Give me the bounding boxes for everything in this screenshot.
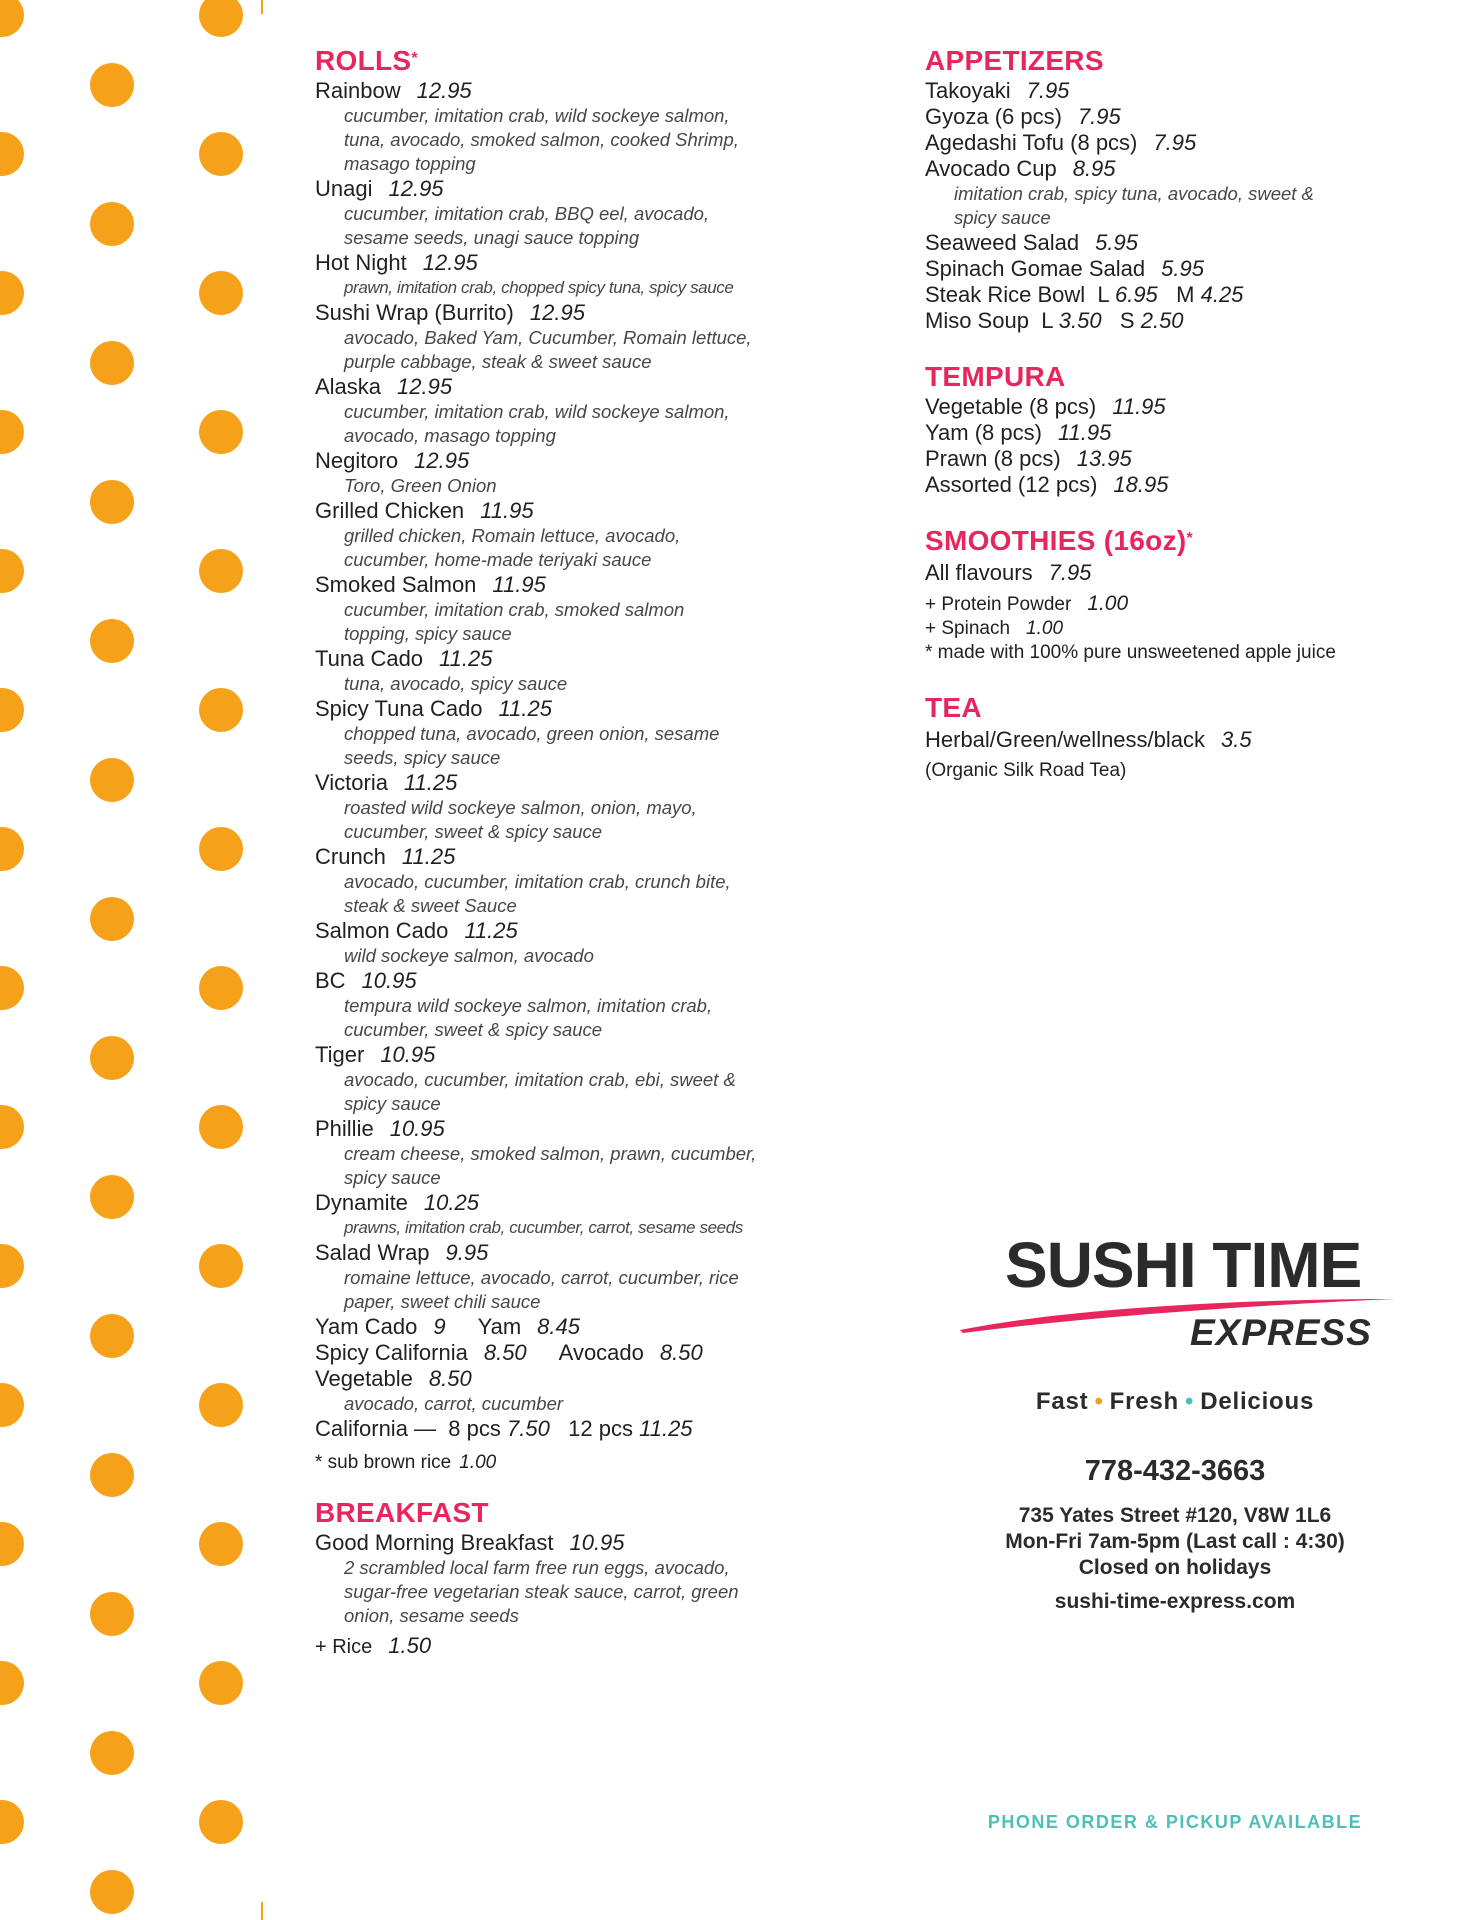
menu-item: Good Morning Breakfast 10.95 2 scrambled local farm free run eggs, avocado, sugar-free vegetarian steak sauce, carrot, green onion, sesame seeds xyxy=(315,1530,739,1626)
item-title xyxy=(315,448,835,474)
menu-item xyxy=(315,176,835,250)
menu-item xyxy=(925,78,1445,104)
menu-item xyxy=(315,374,835,448)
website-link[interactable]: sushi-time-express.com xyxy=(1054,1590,1296,1613)
menu-item: California — 8 pcs 7.50 12 pcs 11.25 xyxy=(315,1416,693,1441)
polka-dot-strip xyxy=(0,0,262,1920)
breakfast-section xyxy=(315,1496,835,1660)
item-description: avocado, Baked Yam, Cucumber, Romain lettuce, xyxy=(344,327,752,348)
item-price: 11.95 xyxy=(480,498,534,523)
phone-number: 778-432-3663 xyxy=(1084,1455,1266,1487)
appetizers-list xyxy=(925,78,1445,282)
dot-icon xyxy=(90,1453,134,1497)
item-name: Gyoza (6 pcs) xyxy=(925,104,1062,129)
menu-item xyxy=(925,420,1445,446)
item-name: Agedashi Tofu (8 pcs) xyxy=(925,130,1138,155)
brand-logo: SUSHI TIME EXPRESS xyxy=(955,1225,1405,1365)
item-name: Rainbow xyxy=(315,78,401,103)
menu-item xyxy=(315,300,835,374)
item-title xyxy=(925,104,1445,130)
item-name: Negitoro xyxy=(315,448,399,473)
item-description: cream cheese, smoked salmon, prawn, cucumber, xyxy=(344,1143,757,1164)
item-description: sesame seeds, unagi sauce topping xyxy=(344,227,640,248)
item-price: 12.95 xyxy=(397,374,453,399)
item-description: prawn, imitation crab, chopped spicy tuna, spicy sauce xyxy=(344,278,734,297)
item-description: grilled chicken, Romain lettuce, avocado, xyxy=(344,525,681,546)
tea-title: TEA xyxy=(925,692,982,723)
item-name: Seaweed Salad xyxy=(925,230,1080,255)
item-title xyxy=(315,1042,835,1068)
item-title xyxy=(925,230,1445,256)
item-name: Assorted (12 pcs) xyxy=(925,472,1098,497)
menu-item xyxy=(315,498,835,572)
dot-icon xyxy=(0,271,24,315)
menu-item: Yam Cado 9 Yam 8.45 xyxy=(315,1314,580,1339)
smoothies-section: SMOOTHIES (16oz)* All flavours 7.95 + Protein Powder 1.00 + Spinach 1.00 * made with 100% pure unsweetened apple juice xyxy=(925,524,1445,665)
item-title xyxy=(315,78,835,104)
menu-item xyxy=(315,918,835,968)
item-name: Phillie xyxy=(315,1116,374,1141)
item-description: Toro, Green Onion xyxy=(344,475,497,496)
dot-icon xyxy=(199,827,243,871)
dot-icon xyxy=(90,619,134,663)
dot-icon xyxy=(0,132,24,176)
item-description: seeds, spicy sauce xyxy=(344,747,501,768)
item-title xyxy=(925,446,1445,472)
dot-icon xyxy=(0,0,24,37)
tea-section: TEA Herbal/Green/wellness/black 3.5 (Organic Silk Road Tea) xyxy=(925,691,1445,783)
menu-item xyxy=(315,1116,835,1190)
dot-icon xyxy=(199,688,243,732)
item-description: roasted wild sockeye salmon, onion, mayo, xyxy=(344,797,697,818)
item-description: wild sockeye salmon, avocado xyxy=(344,945,594,966)
dot-icon xyxy=(90,758,134,802)
item-description: cucumber, sweet & spicy sauce xyxy=(344,1019,603,1040)
item-price: 10.95 xyxy=(389,1116,445,1141)
dot-icon xyxy=(0,1244,24,1288)
item-name: Smoked Salmon xyxy=(315,572,477,597)
item-price: 12.95 xyxy=(414,448,470,473)
item-title xyxy=(315,374,835,400)
item-title xyxy=(925,394,1445,420)
item-title xyxy=(925,420,1445,446)
tagline: Fast • Fresh • Delicious xyxy=(1035,1388,1315,1415)
item-description: tuna, avocado, smoked salmon, cooked Shrimp, xyxy=(344,129,739,150)
menu-item xyxy=(315,1190,835,1240)
item-description: chopped tuna, avocado, green onion, sesame xyxy=(344,723,720,744)
dot-icon xyxy=(199,0,243,37)
item-title xyxy=(315,1240,835,1266)
item-title xyxy=(315,572,835,598)
item-description: cucumber, imitation crab, wild sockeye salmon, xyxy=(344,401,730,422)
menu-item xyxy=(925,256,1445,282)
dot-icon xyxy=(199,1105,243,1149)
item-description: tempura wild sockeye salmon, imitation crab, xyxy=(344,995,713,1016)
item-description: purple cabbage, steak & sweet sauce xyxy=(344,351,652,372)
item-name: Takoyaki xyxy=(925,78,1011,103)
tempura-section xyxy=(925,360,1445,498)
item-name: Hot Night xyxy=(315,250,407,275)
dot-icon xyxy=(90,1870,134,1914)
item-price: 12.95 xyxy=(416,78,472,103)
breakfast-title: BREAKFAST xyxy=(315,1497,489,1528)
item-description: cucumber, home-made teriyaki sauce xyxy=(344,549,652,570)
item-description: spicy sauce xyxy=(344,1093,441,1114)
item-title xyxy=(315,250,835,276)
item-title xyxy=(315,1116,835,1142)
dot-icon xyxy=(0,1105,24,1149)
item-name: Victoria xyxy=(315,770,388,795)
item-description: masago topping xyxy=(344,153,476,174)
menu-item: Vegetable 8.50 avocado, carrot, cucumber xyxy=(315,1366,564,1414)
item-description: steak & sweet Sauce xyxy=(344,895,517,916)
menu-item xyxy=(315,968,835,1042)
dot-icon xyxy=(199,1383,243,1427)
item-description: romaine lettuce, avocado, carrot, cucumber, rice xyxy=(344,1267,739,1288)
dot-icon xyxy=(199,271,243,315)
menu-item xyxy=(315,448,835,498)
item-price: 5.95 xyxy=(1095,230,1138,255)
item-price: 10.95 xyxy=(361,968,417,993)
brown-rice-note: * sub brown rice 1.00 xyxy=(315,1452,497,1473)
menu-item xyxy=(315,78,835,176)
strip-edge xyxy=(261,1902,263,1920)
dot-icon xyxy=(199,132,243,176)
item-description: avocado, cucumber, imitation crab, ebi, sweet & xyxy=(344,1069,736,1090)
menu-item xyxy=(925,130,1445,156)
menu-item xyxy=(925,230,1445,256)
item-price: 11.95 xyxy=(1112,394,1166,419)
dot-icon xyxy=(90,1036,134,1080)
menu-item: Steak Rice Bowl L 6.95 M 4.25 xyxy=(925,282,1244,307)
item-title xyxy=(925,156,1445,182)
item-price: 8.95 xyxy=(1072,156,1116,181)
dot-icon xyxy=(0,1661,24,1705)
item-price: 7.95 xyxy=(1153,130,1197,155)
dot-icon xyxy=(0,410,24,454)
item-price: 11.25 xyxy=(498,696,552,721)
dot-icon xyxy=(0,966,24,1010)
item-price: 9.95 xyxy=(445,1240,489,1265)
dot-icon xyxy=(0,1800,24,1844)
item-name: Tiger xyxy=(315,1042,365,1067)
rice-addon: + Rice 1.50 xyxy=(315,1633,432,1658)
item-description: spicy sauce xyxy=(954,207,1051,228)
item-name: Spicy Tuna Cado xyxy=(315,696,483,721)
dot-icon xyxy=(90,341,134,385)
item-price: 11.25 xyxy=(401,844,456,869)
strip-edge xyxy=(261,0,263,14)
item-description: paper, sweet chili sauce xyxy=(344,1291,541,1312)
appetizers-title: APPETIZERS xyxy=(925,45,1104,76)
item-title xyxy=(925,130,1445,156)
rolls-list xyxy=(315,78,835,1314)
item-price: 13.95 xyxy=(1076,446,1132,471)
item-price: 12.95 xyxy=(422,250,478,275)
item-description: prawns, imitation crab, cucumber, carrot, sesame seeds xyxy=(344,1218,743,1237)
dot-icon xyxy=(90,63,134,107)
menu-item xyxy=(315,1042,835,1116)
item-name: Crunch xyxy=(315,844,386,869)
dot-icon xyxy=(90,202,134,246)
item-title xyxy=(315,498,835,524)
item-name: Dynamite xyxy=(315,1190,408,1215)
item-description: cucumber, imitation crab, smoked salmon xyxy=(344,599,685,620)
item-name: Prawn (8 pcs) xyxy=(925,446,1061,471)
smoothies-title: SMOOTHIES (16oz)* xyxy=(925,525,1194,556)
item-title xyxy=(315,300,835,326)
item-name: Grilled Chicken xyxy=(315,498,465,523)
dot-icon xyxy=(199,410,243,454)
dot-icon xyxy=(199,1244,243,1288)
dot-icon xyxy=(90,480,134,524)
left-column xyxy=(315,44,835,1660)
dot-icon xyxy=(199,966,243,1010)
item-name: Sushi Wrap (Burrito) xyxy=(315,300,514,325)
item-price: 10.25 xyxy=(423,1190,479,1215)
item-title xyxy=(315,696,835,722)
item-name: Yam (8 pcs) xyxy=(925,420,1042,445)
item-description: spicy sauce xyxy=(344,1167,441,1188)
pickup-banner: PHONE ORDER & PICKUP AVAILABLE xyxy=(987,1812,1363,1832)
item-title xyxy=(315,646,835,672)
item-price: 11.95 xyxy=(492,572,546,597)
dot-icon xyxy=(90,1314,134,1358)
item-title xyxy=(315,770,835,796)
item-description: tuna, avocado, spicy sauce xyxy=(344,673,568,694)
item-price: 11.25 xyxy=(439,646,493,671)
item-description: cucumber, imitation crab, wild sockeye salmon, xyxy=(344,105,730,126)
dot-icon xyxy=(90,1731,134,1775)
menu-item xyxy=(925,156,1445,230)
item-description: imitation crab, spicy tuna, avocado, sweet & xyxy=(954,183,1314,204)
item-title xyxy=(925,472,1445,498)
menu-item xyxy=(315,250,835,300)
item-price: 7.95 xyxy=(1026,78,1070,103)
item-price: 12.95 xyxy=(388,176,444,201)
item-price: 10.95 xyxy=(380,1042,436,1067)
item-title xyxy=(315,968,835,994)
menu-item xyxy=(925,104,1445,130)
address-block: 735 Yates Street #120, V8W 1L6 Mon-Fri 7am-5pm (Last call : 4:30) Closed on holidays xyxy=(1005,1504,1345,1579)
item-name: Salad Wrap xyxy=(315,1240,430,1265)
dot-icon xyxy=(199,549,243,593)
item-name: Vegetable (8 pcs) xyxy=(925,394,1097,419)
item-description: topping, spicy sauce xyxy=(344,623,512,644)
dot-icon xyxy=(90,897,134,941)
dot-icon xyxy=(199,1661,243,1705)
item-price: 11.95 xyxy=(1057,420,1112,445)
dot-icon xyxy=(90,1592,134,1636)
item-title xyxy=(315,1190,835,1216)
dot-icon xyxy=(0,1522,24,1566)
menu-item xyxy=(315,696,835,770)
dot-icon xyxy=(199,1800,243,1844)
item-price: 12.95 xyxy=(529,300,585,325)
menu-item xyxy=(925,394,1445,420)
menu-item xyxy=(315,1240,835,1314)
item-price: 11.25 xyxy=(403,770,458,795)
menu-item xyxy=(315,646,835,696)
menu-item: Miso Soup L 3.50 S 2.50 xyxy=(925,308,1184,333)
dot-icon xyxy=(0,1383,24,1427)
right-column xyxy=(925,44,1445,783)
dot-icon xyxy=(0,688,24,732)
item-title xyxy=(925,256,1445,282)
item-title xyxy=(315,918,835,944)
item-price: 7.95 xyxy=(1077,104,1121,129)
dot-icon xyxy=(199,1522,243,1566)
menu-item xyxy=(925,472,1445,498)
menu-item xyxy=(315,844,835,918)
item-name: Unagi xyxy=(315,176,373,201)
item-price: 11.25 xyxy=(464,918,518,943)
item-description: avocado, cucumber, imitation crab, crunch bite, xyxy=(344,871,731,892)
item-description: cucumber, sweet & spicy sauce xyxy=(344,821,603,842)
item-name: Avocado Cup xyxy=(925,156,1057,181)
item-name: Spinach Gomae Salad xyxy=(925,256,1146,281)
tempura-title: TEMPURA xyxy=(925,361,1066,392)
menu-item xyxy=(315,572,835,646)
item-title xyxy=(925,78,1445,104)
item-price: 5.95 xyxy=(1161,256,1204,281)
menu-item: Spicy California 8.50 Avocado 8.50 xyxy=(315,1340,703,1365)
item-name: BC xyxy=(315,968,346,993)
item-name: Salmon Cado xyxy=(315,918,449,943)
rolls-title: ROLLS* xyxy=(315,45,418,76)
menu-item xyxy=(925,446,1445,472)
item-name: Tuna Cado xyxy=(315,646,424,671)
menu-item xyxy=(315,770,835,844)
item-title xyxy=(315,844,835,870)
item-description: avocado, masago topping xyxy=(344,425,556,446)
item-description: cucumber, imitation crab, BBQ eel, avocado, xyxy=(344,203,710,224)
dot-icon xyxy=(0,827,24,871)
dot-icon xyxy=(0,549,24,593)
item-name: Alaska xyxy=(315,374,382,399)
item-price: 18.95 xyxy=(1113,472,1169,497)
dot-icon xyxy=(90,1175,134,1219)
item-title xyxy=(315,176,835,202)
